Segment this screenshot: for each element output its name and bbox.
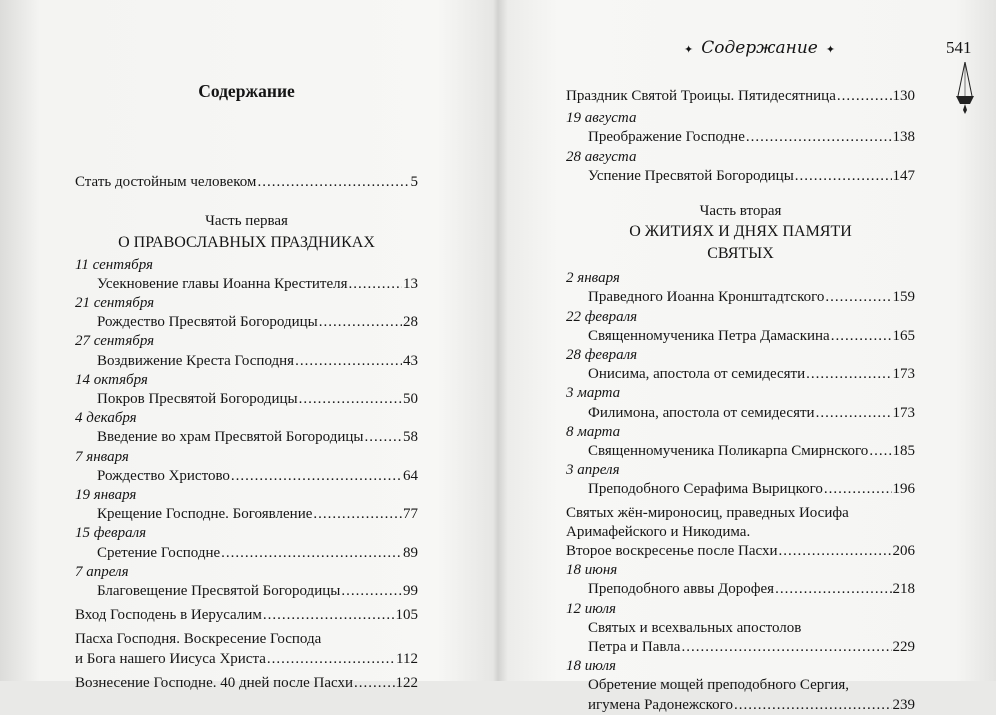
entry-date: 8 марта [566, 423, 621, 440]
toc-item [566, 657, 915, 715]
toc-entry [566, 288, 915, 307]
entry-title: и Бога нашего Иисуса Христа [75, 650, 266, 667]
entry-page: 105 [395, 607, 418, 624]
entry-title-line: Святых жён-мироносиц, праведных Иосифа [566, 504, 849, 521]
entry-page: 122 [395, 674, 418, 691]
entry-title: Благовещение Пресвятой Богородицы [97, 583, 341, 600]
lamp-icon [955, 62, 975, 114]
entry-date: 28 февраля [566, 347, 638, 364]
entry-title: Преображение Господне [588, 129, 745, 146]
toc-entry [566, 542, 915, 561]
toc-item [75, 409, 418, 447]
entry-date: 15 февраля [75, 525, 147, 542]
part-heading [75, 212, 418, 253]
toc-item [566, 148, 915, 186]
entry-title-line: Святых и всехвальных апостолов [588, 619, 802, 636]
entry-title: Стать достойным человеком [75, 174, 257, 191]
entry-title-line: Пасха Господня. Воскресение Господа [75, 631, 322, 648]
toc-entry [566, 167, 915, 186]
dot-leader [295, 352, 402, 371]
dot-leader [825, 288, 891, 307]
part-caption: О ЖИТИЯХ И ДНЯХ ПАМЯТИ [629, 223, 852, 241]
entry-page: 173 [892, 404, 915, 421]
entry-title: Рождество Христово [97, 467, 230, 484]
entry-title: Вход Господень в Иерусалим [75, 607, 262, 624]
toc-item [75, 371, 418, 409]
entry-page: 229 [892, 639, 915, 656]
toc-entry [566, 404, 915, 423]
toc-item [566, 423, 915, 461]
entry-page: 89 [403, 544, 418, 561]
part-caption: О ПРАВОСЛАВНЫХ ПРАЗДНИКАХ [118, 233, 375, 251]
entry-page: 138 [892, 129, 915, 146]
part-label: Часть вторая [699, 203, 782, 220]
entry-page: 165 [892, 327, 915, 344]
toc-entry [75, 275, 418, 294]
entry-date: 3 апреля [566, 462, 620, 479]
page-number: 541 [946, 38, 972, 57]
entry-page: 58 [403, 429, 418, 446]
running-head-text: Содержание [701, 38, 818, 58]
toc-item [75, 332, 418, 370]
toc-entry [566, 696, 915, 715]
toc-entry [566, 442, 915, 461]
dot-leader [779, 542, 892, 561]
toc-item [75, 448, 418, 486]
toc-item [566, 384, 915, 422]
toc-item [75, 606, 418, 625]
dot-leader [349, 275, 402, 294]
entry-page: 99 [403, 583, 418, 600]
entry-title-line: Обретение мощей преподобного Сергия, [588, 677, 850, 694]
dot-leader [806, 365, 891, 384]
entry-title: Онисима, апостола от семидесяти [588, 366, 806, 383]
dot-leader [341, 582, 402, 601]
entry-page: 112 [396, 650, 418, 667]
entry-date: 19 августа [566, 110, 637, 127]
dot-leader [775, 580, 891, 599]
dot-leader [837, 87, 892, 106]
left-page [75, 0, 418, 693]
entry-page: 28 [403, 314, 418, 331]
entry-page: 43 [403, 352, 418, 369]
entry-date: 18 июля [566, 658, 616, 675]
toc-entry [75, 606, 418, 625]
entry-title: Филимона, апостола от семидесяти [588, 404, 815, 421]
entry-date: 19 января [75, 487, 137, 504]
entry-date: 2 января [566, 270, 620, 287]
entry-date: 7 апреля [75, 563, 129, 580]
entry-page: 5 [410, 174, 418, 191]
toc-item [566, 561, 915, 599]
dot-leader [299, 390, 402, 409]
toc-entry [75, 313, 418, 332]
toc-entry [75, 173, 418, 192]
entry-date: 4 декабря [75, 410, 137, 427]
dot-leader [365, 428, 402, 447]
entry-title: Петра и Павла [588, 639, 681, 656]
entry-page: 159 [892, 289, 915, 306]
toc-item [75, 524, 418, 562]
entry-title: Праведного Иоанна Кронштадтского [588, 289, 825, 306]
entry-date: 7 января [75, 448, 129, 465]
dot-leader [313, 505, 402, 524]
toc-entry [566, 128, 915, 147]
toc-entry [75, 674, 418, 693]
part-label: Часть первая [205, 213, 288, 230]
dot-leader [795, 167, 892, 186]
part-heading [566, 202, 915, 265]
toc-item [75, 294, 418, 332]
entry-page: 196 [892, 481, 915, 498]
entry-title: Введение во храм Пресвятой Богородицы [97, 429, 364, 446]
entry-date: 22 февраля [566, 308, 638, 325]
toc-entry [75, 428, 418, 447]
entry-page: 185 [892, 443, 915, 460]
entry-page: 218 [892, 581, 915, 598]
entry-page: 64 [403, 467, 418, 484]
entry-title: Второе воскресенье после Пасхи [566, 543, 778, 560]
entry-title: Священномученика Петра Дамаскина [588, 327, 830, 344]
entry-page: 130 [892, 88, 915, 104]
dot-leader [221, 544, 402, 563]
toc-item [566, 269, 915, 307]
right-page [566, 0, 915, 715]
entry-title: Крещение Господне. Богоявление [97, 506, 313, 523]
dot-leader [746, 128, 892, 147]
entry-page: 239 [892, 696, 915, 713]
part-caption: СВЯТЫХ [707, 245, 774, 263]
ornament-icon: ✦ [825, 43, 836, 56]
entry-title: Сретение Господне [97, 544, 221, 561]
entry-page: 206 [892, 543, 915, 560]
entry-title: Преподобного аввы Дорофея [588, 581, 775, 598]
entry-date: 18 июня [566, 562, 618, 579]
toc-item [566, 600, 915, 658]
dot-leader [816, 404, 892, 423]
entry-title: Успение Пресвятой Богородицы [588, 167, 794, 184]
entry-date: 11 сентября [75, 256, 154, 273]
entry-date: 3 марта [566, 385, 621, 402]
entry-title: Воздвижение Креста Господня [97, 352, 295, 369]
entry-title: игумена Радонежского [588, 696, 733, 713]
entry-date: 28 августа [566, 148, 637, 165]
toc-entry [566, 365, 915, 384]
dot-leader [231, 467, 402, 486]
toc-entry [566, 327, 915, 346]
dot-leader [869, 442, 891, 461]
entry-date: 27 сентября [75, 333, 155, 350]
toc-entry [566, 87, 915, 106]
entry-page: 147 [892, 167, 915, 184]
entry-title: Рождество Пресвятой Богородицы [97, 314, 318, 331]
entry-page: 50 [403, 391, 418, 408]
dot-leader [267, 650, 395, 669]
toc-item [566, 461, 915, 499]
entry-title: Усекновение главы Иоанна Крестителя [97, 275, 348, 292]
toc-entry [75, 650, 418, 669]
toc-item [566, 346, 915, 384]
toc-title: Содержание [198, 81, 295, 101]
entry-page: 13 [403, 275, 418, 292]
toc-entry [75, 505, 418, 524]
entry-title: Праздник Святой Троицы. Пятидесятница [566, 88, 836, 104]
entry-title-line: Аримафейского и Никодима. [566, 523, 751, 540]
dot-leader [354, 674, 394, 693]
toc-entry [75, 544, 418, 563]
dot-leader [319, 313, 402, 332]
toc-entry [566, 580, 915, 599]
entry-title: Вознесение Господне. 40 дней после Пасхи [75, 674, 354, 691]
dot-leader [734, 696, 892, 715]
dot-leader [257, 173, 409, 192]
dot-leader [263, 606, 395, 625]
toc-item [75, 486, 418, 524]
entry-title: Покров Пресвятой Богородицы [97, 391, 298, 408]
entry-title: Преподобного Серафима Вырицкого [588, 481, 823, 498]
dot-leader [681, 638, 891, 657]
entry-date: 12 июля [566, 600, 616, 617]
entry-page: 77 [403, 506, 418, 523]
toc-entry [75, 352, 418, 371]
toc-item [566, 504, 915, 562]
ornament-icon: ✦ [684, 43, 694, 56]
toc-item [75, 563, 418, 601]
toc-entry [75, 582, 418, 601]
entry-date: 21 сентября [75, 295, 155, 312]
toc-entry [75, 467, 418, 486]
toc-item [75, 256, 418, 294]
dot-leader [824, 480, 892, 499]
entry-title: Священномученика Поликарпа Смирнского [588, 443, 869, 460]
dot-leader [831, 327, 892, 346]
toc-item [75, 630, 418, 668]
toc-item [566, 308, 915, 346]
toc-item [566, 109, 915, 147]
toc-entry [566, 480, 915, 499]
entry-page: 173 [892, 366, 915, 383]
toc-entry [566, 638, 915, 657]
entry-date: 14 октября [75, 371, 148, 388]
toc-entry [75, 390, 418, 409]
toc-item [75, 674, 418, 693]
